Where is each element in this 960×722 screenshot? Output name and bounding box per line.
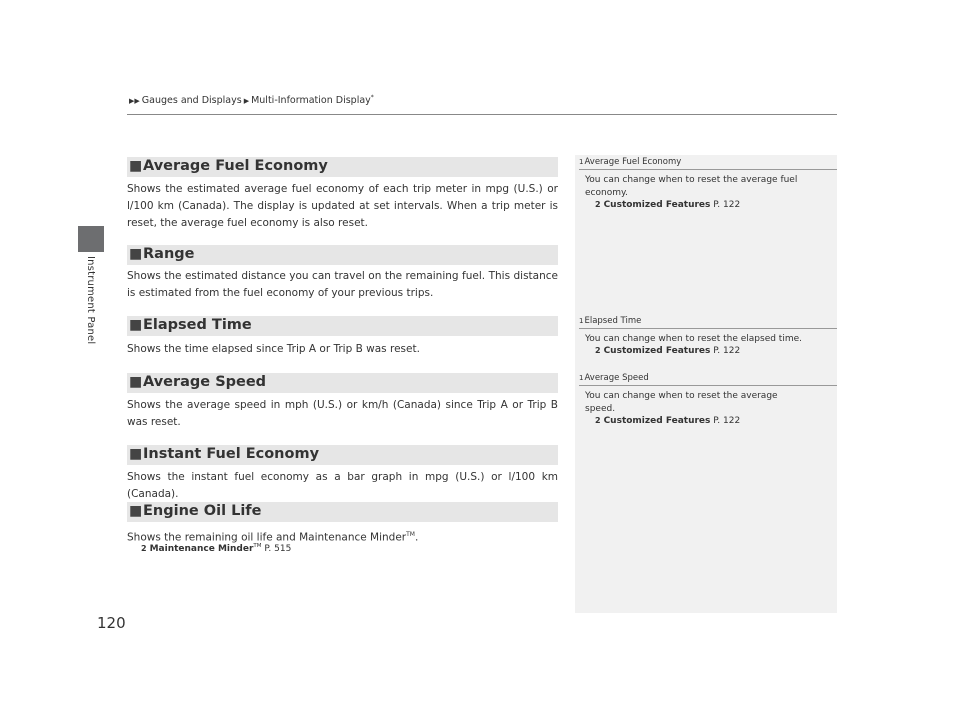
note-rule — [579, 169, 837, 170]
note-body: You can change when to reset the average fuel economy. — [585, 175, 798, 198]
note-title: 1Average Fuel Economy — [579, 157, 682, 167]
note-title: 1Elapsed Time — [579, 316, 642, 326]
section-heading-average-fuel-economy: ■ Average Fuel Economy — [127, 157, 558, 177]
note-marker-icon: 1 — [579, 317, 584, 325]
square-bullet-icon: ■ — [129, 503, 143, 519]
square-bullet-icon: ■ — [129, 446, 143, 462]
section-body-instant-fuel-economy: Shows the instant fuel economy as a bar graph in mpg (U.S.) or l/100 km (Canada). — [127, 471, 558, 500]
square-bullet-icon: ■ — [129, 374, 143, 390]
chapter-label: Instrument Panel — [85, 256, 96, 345]
chapter-tab[interactable] — [78, 226, 104, 252]
cross-reference-arrow-icon: 2 — [595, 416, 601, 425]
note-marker-icon: 1 — [579, 158, 584, 166]
section-body-elapsed-time: Shows the time elapsed since Trip A or Trip B was reset. — [127, 343, 420, 355]
breadcrumb-arrow-icon: ▶▶ — [129, 97, 140, 106]
section-heading-instant-fuel-economy: ■ Instant Fuel Economy — [127, 445, 558, 465]
note-average-fuel-economy — [579, 157, 837, 210]
customized-features-link[interactable]: 2 Customized Features P. 122 — [595, 416, 741, 426]
section-heading-engine-oil-life: ■ Engine Oil Life — [127, 502, 558, 522]
breadcrumb — [127, 94, 374, 106]
note-rule — [579, 328, 837, 329]
section-heading-elapsed-time: ■ Elapsed Time — [127, 316, 558, 336]
maintenance-minder-link[interactable]: 2 Maintenance Minder™ P. 515 — [141, 543, 292, 554]
section-heading-average-speed: ■ Average Speed — [127, 373, 558, 393]
cross-reference-arrow-icon: 2 — [595, 200, 601, 209]
cross-reference-arrow-icon: 2 — [595, 346, 601, 355]
asterisk: * — [370, 94, 374, 101]
section-body-average-speed: Shows the average speed in mph (U.S.) or km/h (Canada) since Trip A or Trip B was reset. — [127, 399, 558, 428]
note-body: You can change when to reset the average speed. — [585, 391, 778, 414]
header-rule — [127, 114, 837, 115]
note-title: 1Average Speed — [579, 373, 649, 383]
note-average-speed — [579, 373, 837, 426]
customized-features-link[interactable]: 2 Customized Features P. 122 — [595, 200, 741, 210]
breadcrumb-arrow-icon: ▶ — [243, 97, 250, 106]
section-body-range: Shows the estimated distance you can travel on the remaining fuel. This distance is estimated from the fuel economy of your previous trips. — [127, 270, 558, 299]
cross-reference-arrow-icon: 2 — [141, 544, 147, 553]
square-bullet-icon: ■ — [129, 246, 143, 262]
page-number: 120 — [97, 614, 126, 632]
note-elapsed-time — [579, 316, 837, 356]
customized-features-link[interactable]: 2 Customized Features P. 122 — [595, 346, 741, 356]
note-marker-icon: 1 — [579, 374, 584, 382]
breadcrumb-level2[interactable]: Multi-Information Display — [251, 95, 371, 107]
section-body-engine-oil-life: Shows the remaining oil life and Maintenance Minder™. — [127, 531, 419, 544]
note-rule — [579, 385, 837, 386]
section-heading-range: ■ Range — [127, 245, 558, 265]
square-bullet-icon: ■ — [129, 158, 143, 174]
breadcrumb-level1[interactable]: Gauges and Displays — [141, 95, 242, 107]
square-bullet-icon: ■ — [129, 317, 143, 333]
note-body: You can change when to reset the elapsed time. — [585, 334, 802, 344]
section-body-average-fuel-economy: Shows the estimated average fuel economy of each trip meter in mpg (U.S.) or l/100 km (Canada). The display is updated at set intervals. When a trip meter is reset, the average fuel economy is also reset. — [127, 183, 558, 229]
